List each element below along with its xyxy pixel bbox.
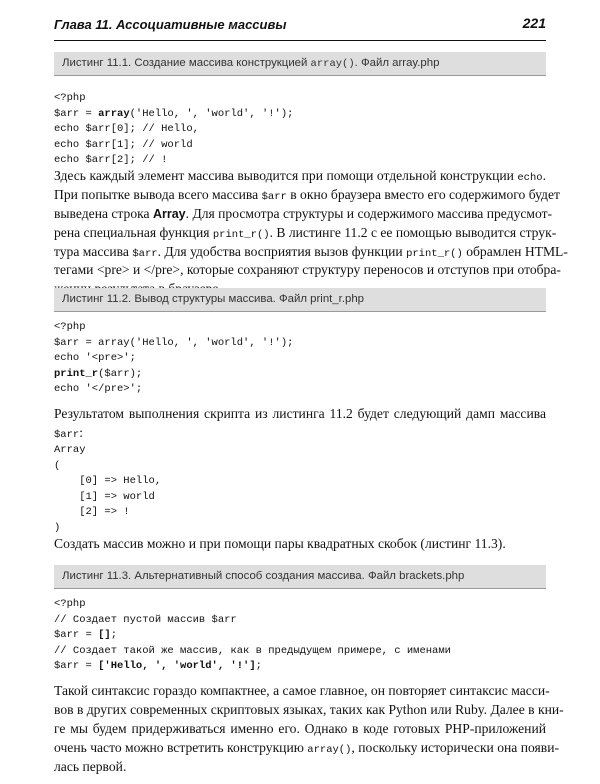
listing-11-3-code: [54, 597, 451, 675]
chapter-title: Глава 11. Ассоциативные массивы: [54, 17, 287, 32]
code-line: echo '</pre>';: [54, 383, 143, 395]
text-line: тура массива $arr. Для удобства восприятия вызов функции print_r() обрамлен HTML-: [54, 243, 568, 260]
code-line: (: [54, 459, 61, 472]
text-line: выведена строка Array. Для просмотра структуры и содержимого массива предусмот-: [54, 205, 553, 221]
listing-11-3-caption: Листинг 11.3. Альтернативный способ создания массива. Файл brackets.php: [54, 565, 546, 589]
code-line: print_r($arr);: [54, 367, 143, 380]
text-line: Создать массив можно и при помощи пары квадратных скобок (листинг 11.3).: [54, 536, 506, 551]
running-header: [54, 14, 546, 41]
text-line: Здесь каждый элемент массива выводится при помощи отдельной конструкции echo.: [54, 168, 546, 184]
code-line: $arr = array('Hello, ', 'world', '!');: [54, 107, 294, 120]
text-line: Такой синтаксис гораздо компактнее, а самое главное, он повторяет синтаксис масси-: [54, 683, 550, 698]
code-line: echo $arr[2]; // !: [54, 154, 168, 166]
listing-11-2-caption: Листинг 11.2. Вывод структуры массива. Файл print_r.php: [54, 288, 546, 312]
text-line: вов в других современных скриптовых языках, таких как Python или Ruby. Далее в кни-: [54, 701, 564, 717]
code-line: <?php: [54, 92, 86, 104]
code-line: echo $arr[1]; // world: [54, 138, 193, 151]
code-line: ): [54, 521, 61, 534]
paragraph-dump-intro: [54, 405, 546, 443]
code-line: Array: [54, 444, 86, 456]
paragraph-print-r-intro: [54, 167, 568, 299]
code-line: [0] => Hello,: [54, 475, 162, 487]
text-line: тегами <pre> и </pre>, которые сохраняют структуру переносов и отступов при отобра-: [54, 262, 561, 278]
code-line: // Создает такой же массив, как в предыдущем примере, с именами: [54, 644, 451, 657]
listing-11-1-caption: Листинг 11.1. Создание массива конструкцией array(). Файл array.php: [54, 52, 546, 76]
paragraph-brackets-intro: [54, 535, 546, 554]
code-line: $arr = array('Hello, ', 'world', '!');: [54, 336, 294, 349]
code-line: <?php: [54, 321, 86, 333]
code-line: [1] => world: [54, 490, 155, 503]
array-dump-output: [54, 443, 161, 536]
listing-11-2-code: [54, 320, 293, 398]
page-number: 221: [522, 15, 546, 31]
code-line: $arr = [];: [54, 629, 118, 641]
text-line: $arr:: [54, 424, 83, 441]
text-line: рена специальная функция print_r(). В листинге 11.2 с ее помощью выводится струк-: [54, 224, 557, 241]
code-line: [2] => !: [54, 506, 130, 518]
code-line: // Создает пустой массив $arr: [54, 613, 237, 626]
text-line: лась первой.: [54, 758, 127, 774]
code-line: echo $arr[0]; // Hello,: [54, 123, 199, 135]
text-line: Результатом выполнения скрипта из листинга 11.2 будет следующий дамп массива: [54, 406, 546, 421]
text-line: При попытке вывода всего массива $arr в окно браузера вместо его содержимого будет: [54, 186, 560, 203]
text-line: ге мы будем придерживаться именно его. Однако в коде готовых PHP-приложений: [54, 720, 546, 736]
text-line: очень часто можно встретить конструкцию array(), поскольку исторически она появи-: [54, 739, 560, 756]
code-line: echo '<pre>';: [54, 352, 136, 364]
paragraph-syntax-comparison: [54, 682, 564, 776]
code-line: <?php: [54, 598, 86, 610]
code-line: $arr = ['Hello, ', 'world', '!'];: [54, 660, 262, 672]
listing-11-1-code: [54, 91, 293, 169]
